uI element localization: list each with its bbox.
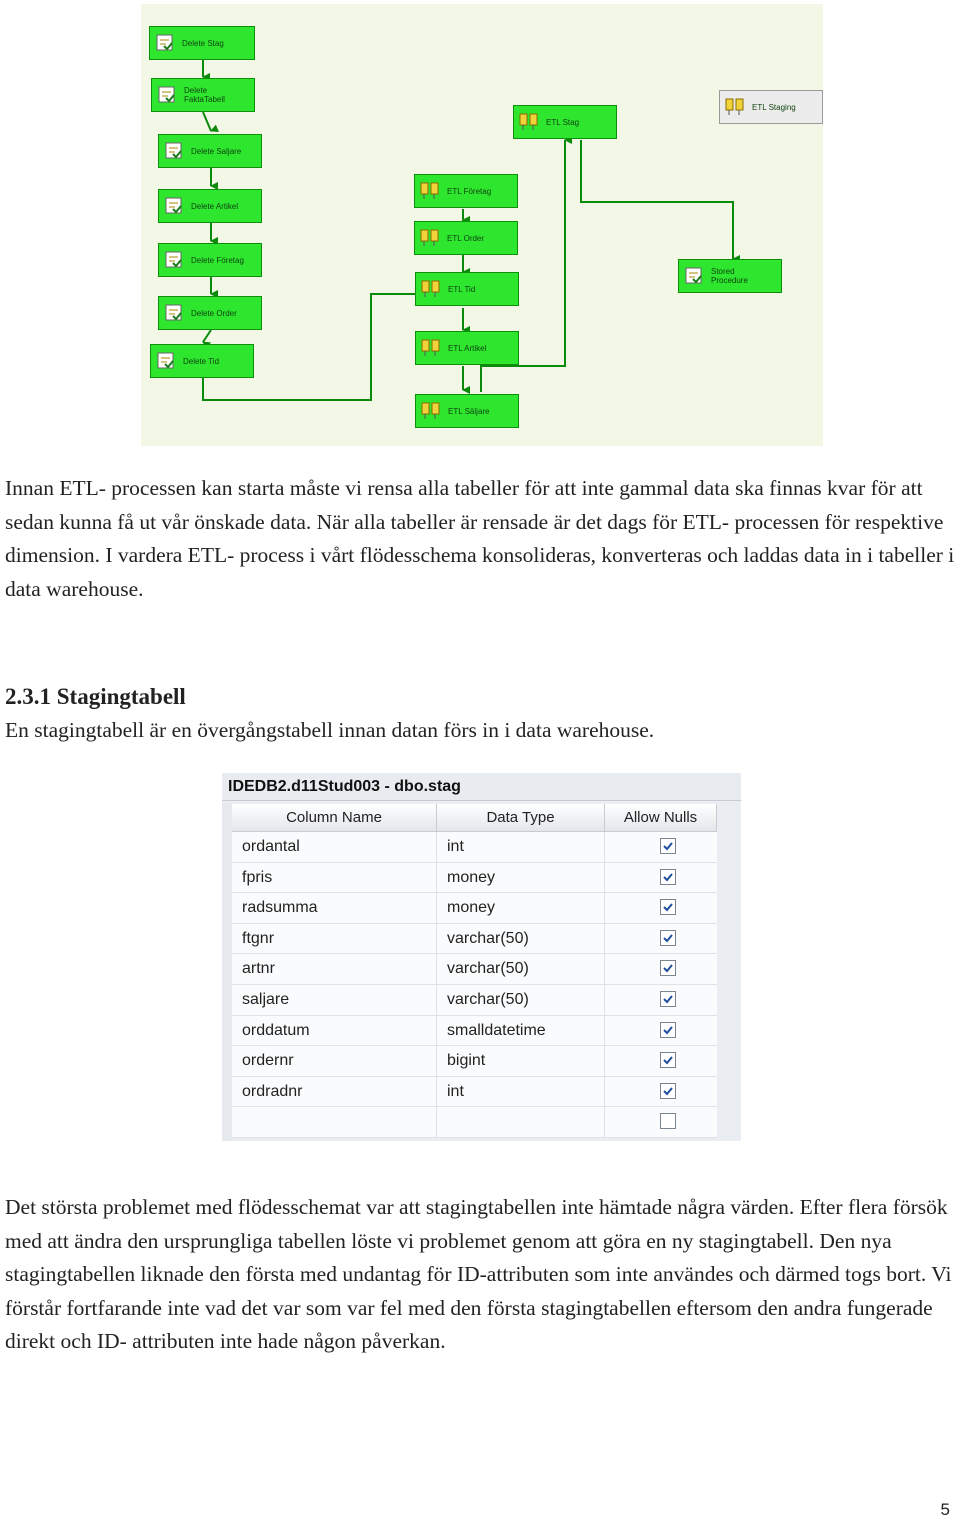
allow-nulls-checkbox-unchecked[interactable] <box>660 1113 676 1129</box>
allow-nulls-checkbox[interactable] <box>660 960 676 976</box>
data-flow-task-icon <box>419 180 441 202</box>
table-row[interactable] <box>232 985 717 1016</box>
paragraph-problem: Det största problemet med flödesschemat var att stagingtabellen inte hämtade några värden. Efter flera försök med att ändra den ursprungliga tabellen löste vi problemet genom att göra en ny stagingtabell. Den nya stagingtabellen liknade den första med undantag för ID-attributen som inte användes och därmed togs bort. Vi förstår fortfarande inte vad det var som var fel med den första stagingtabellen eftersom den andra fungerade direkt och ID- attributen inte hade någon påverkan. <box>5 1195 952 1353</box>
task-delete-artikel[interactable] <box>158 189 262 223</box>
table-row[interactable] <box>232 1046 717 1077</box>
data-flow-task-icon <box>419 227 441 249</box>
allow-nulls-checkbox[interactable] <box>660 930 676 946</box>
task-etl-staging[interactable] <box>719 90 823 124</box>
sequence-container-icon <box>156 84 178 106</box>
paragraph-intro: Innan ETL- processen kan starta måste vi rensa alla tabeller för att inte gammal data ska finnas kvar för att sedan kunna få ut vår önskade data. När alla tabeller är rensade är det dags för ETL- processen för respektive dimension. I vardera ETL- process i vårt flödesschema konsolideras, konverteras och laddas data in i tabeller i data warehouse. <box>5 476 955 601</box>
paragraph-staging-definition: En stagingtabell är en övergångstabell innan datan förs in i data warehouse. <box>5 718 655 742</box>
task-label: Delete Tid <box>183 356 220 366</box>
task-label: ETL Tid <box>448 284 476 294</box>
task-label: ETL Stag <box>546 117 580 127</box>
row-selector-column <box>222 803 232 1141</box>
data-type-cell[interactable]: int <box>437 1077 605 1107</box>
data-flow-task-icon <box>420 400 442 422</box>
task-label: Delete Stag <box>182 38 224 48</box>
table-row[interactable] <box>232 954 717 985</box>
task-label: ETL Artikel <box>448 343 487 353</box>
column-name-cell[interactable]: fpris <box>232 863 437 893</box>
page-number: 5 <box>940 1500 950 1519</box>
column-name-cell[interactable]: ftgnr <box>232 924 437 954</box>
allow-nulls-checkbox[interactable] <box>660 991 676 1007</box>
task-delete-tid[interactable] <box>150 344 254 378</box>
task-label: Delete FaktaTabell <box>184 86 225 104</box>
allow-nulls-checkbox[interactable] <box>660 1022 676 1038</box>
allow-nulls-checkbox[interactable] <box>660 1083 676 1099</box>
data-type-cell[interactable] <box>437 1107 605 1137</box>
section-heading: 2.3.1 Stagingtabell <box>5 684 186 709</box>
column-name-cell[interactable]: saljare <box>232 985 437 1015</box>
task-etl-artikel[interactable] <box>415 331 519 365</box>
task-label: Delete Order <box>191 308 237 318</box>
task-label: ETL Staging <box>752 102 796 112</box>
data-type-cell[interactable]: bigint <box>437 1046 605 1076</box>
table-row[interactable] <box>232 832 717 863</box>
data-flow-task-icon <box>518 111 540 133</box>
task-delete-stag[interactable] <box>149 26 255 60</box>
columns-grid <box>232 832 717 1138</box>
task-label: ETL Order <box>447 233 485 243</box>
table-row[interactable] <box>232 893 717 924</box>
table-designer-title: IDEDB2.d11Stud003 - dbo.stag <box>222 773 741 801</box>
sequence-container-icon <box>163 302 185 324</box>
column-header-name[interactable]: Column Name <box>232 804 437 832</box>
data-type-cell[interactable]: varchar(50) <box>437 924 605 954</box>
task-delete-foretag[interactable] <box>158 243 262 277</box>
table-row[interactable] <box>232 863 717 894</box>
task-label: Delete Företag <box>191 255 244 265</box>
task-etl-foretag[interactable] <box>414 174 518 208</box>
task-etl-order[interactable] <box>414 221 518 255</box>
column-header-type[interactable]: Data Type <box>437 804 605 832</box>
data-type-cell[interactable]: varchar(50) <box>437 985 605 1015</box>
table-row[interactable] <box>232 1016 717 1047</box>
data-flow-task-icon <box>420 278 442 300</box>
column-name-cell[interactable]: ordradnr <box>232 1077 437 1107</box>
task-label: ETL Företag <box>447 186 492 196</box>
task-label: Stored Procedure <box>711 267 748 285</box>
table-designer <box>222 773 741 1141</box>
sequence-container-icon <box>155 350 177 372</box>
task-label: Delete Artikel <box>191 201 239 211</box>
column-name-cell[interactable]: radsumma <box>232 893 437 923</box>
sequence-container-icon <box>163 195 185 217</box>
sequence-container-icon <box>683 265 705 287</box>
data-type-cell[interactable]: smalldatetime <box>437 1016 605 1046</box>
sequence-container-icon <box>163 140 185 162</box>
task-stored-procedure[interactable] <box>678 259 782 293</box>
task-label: ETL Säljare <box>448 406 490 416</box>
allow-nulls-checkbox[interactable] <box>660 838 676 854</box>
column-header-nulls[interactable]: Allow Nulls <box>605 804 717 832</box>
column-name-cell[interactable]: orddatum <box>232 1016 437 1046</box>
table-row[interactable] <box>232 1077 717 1108</box>
data-flow-task-icon <box>724 96 746 118</box>
column-name-cell[interactable] <box>232 1107 437 1137</box>
column-name-cell[interactable]: ordernr <box>232 1046 437 1076</box>
sequence-container-icon <box>154 32 176 54</box>
allow-nulls-checkbox[interactable] <box>660 1052 676 1068</box>
data-type-cell[interactable]: varchar(50) <box>437 954 605 984</box>
allow-nulls-checkbox[interactable] <box>660 869 676 885</box>
connector <box>581 140 733 259</box>
task-delete-faktatabel[interactable] <box>151 78 255 112</box>
task-delete-saljare[interactable] <box>158 134 262 168</box>
column-name-cell[interactable]: ordantal <box>232 832 437 862</box>
task-label: Delete Saljare <box>191 146 242 156</box>
control-flow-diagram <box>141 4 823 446</box>
data-flow-task-icon <box>420 337 442 359</box>
data-type-cell[interactable]: money <box>437 863 605 893</box>
task-etl-tid[interactable] <box>415 272 519 306</box>
table-row-empty[interactable] <box>232 1107 717 1138</box>
connector <box>203 112 211 131</box>
task-etl-stag[interactable] <box>513 105 617 139</box>
data-type-cell[interactable]: money <box>437 893 605 923</box>
table-row[interactable] <box>232 924 717 955</box>
column-name-cell[interactable]: artnr <box>232 954 437 984</box>
sequence-container-icon <box>163 249 185 271</box>
connector <box>203 330 211 342</box>
task-etl-saljare[interactable] <box>415 394 519 428</box>
task-delete-order[interactable] <box>158 296 262 330</box>
data-type-cell[interactable]: int <box>437 832 605 862</box>
allow-nulls-checkbox[interactable] <box>660 899 676 915</box>
